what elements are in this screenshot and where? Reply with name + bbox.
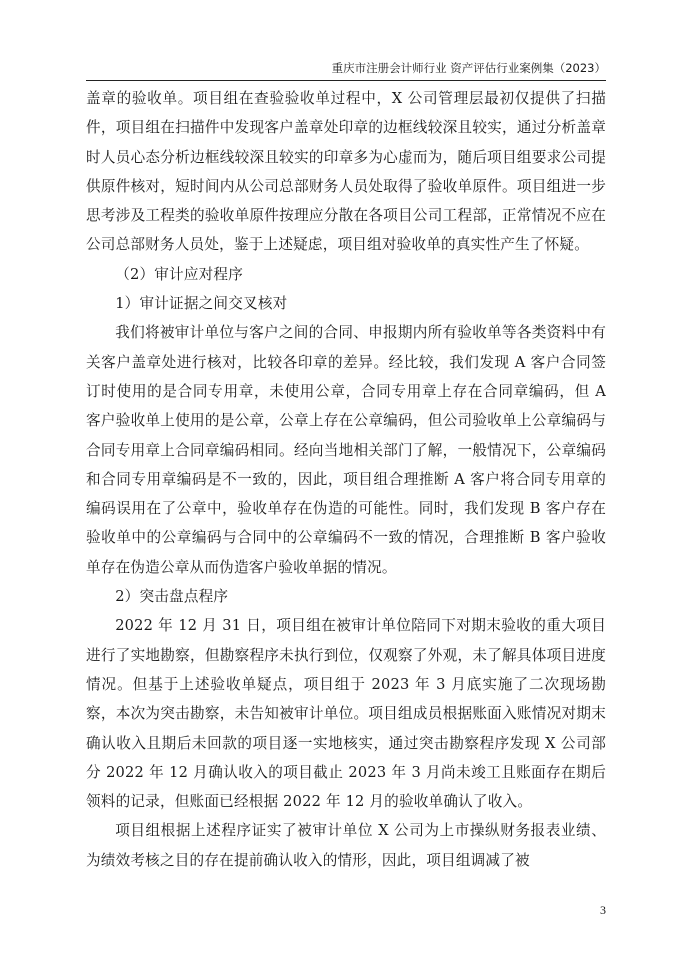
- body-text: [86, 84, 606, 875]
- paragraph: （2）审计应对程序: [115, 265, 244, 283]
- paragraph: 2022 年 12 月 31 日，项目组在被审计单位陪同下对期末验收的重大项目进行了实地勘察，但勘察程序未执行到位，仅观察了外观，未了解具体项目进度情况。但基于上述验收单疑点，项目组于 2023 年 3 月底实施了二次现场勘察，本次为突击勘察，未告知被审计单位。项目组成员根据账面入账情况对期末确认收入且期后未回款的项目逐一实地核实，通过突击勘察程序发现 X 公司部分 2022 年 12 月确认收入的项目截止 2023 年 3 月尚未竣工且账面存在期后领料的记录，但账面已经根据 2022 年 12 月的验收单确认了收入。: [86, 617, 606, 811]
- paragraph: 1）审计证据之间交叉核对: [115, 295, 288, 313]
- paragraph: 我们将被审计单位与客户之间的合同、申报期内所有验收单等各类资料中有关客户盖章处进行核对，比较各印章的差异。经比较，我们发现 A 客户合同签订时使用的是合同专用章，未使用公章，合同专用章上存在合同章编码，但 A 客户验收单上使用的是公章，公章上存在公章编码，但公司验收单上公章编码与合同专用章上合同章编码相同。经向当地相关部门了解，一般情况下，公章编码和合同专用章编码是不一致的，因此，项目组合理推断 A 客户将合同专用章的编码误用在了公章中，验收单存在伪造的可能性。同时，我们发现 B 客户存在验收单中的公章编码与合同中的公章编码不一致的情况，合理推断 B 客户验收单存在伪造公章从而伪造客户验收单据的情况。: [86, 324, 606, 576]
- paragraph: 盖章的验收单。项目组在查验验收单过程中，X 公司管理层最初仅提供了扫描件，项目组在扫描件中发现客户盖章处印章的边框线较深且较实，通过分析盖章时人员心态分析边框线较深且较实的印章多为心虚而为，随后项目组要求公司提供原件核对，短时间内从公司总部财务人员处取得了验收单原件。项目组进一步思考涉及工程类的验收单原件按理应分散在各项目公司工程部，正常情况不应在公司总部财务人员处，鉴于上述疑虑，项目组对验收单的真实性产生了怀疑。: [86, 90, 606, 254]
- page-number: 3: [600, 903, 606, 917]
- paragraph: 项目组根据上述程序证实了被审计单位 X 公司为上市操纵财务报表业绩、为绩效考核之目的存在提前确认收入的情形，因此，项目组调减了被: [86, 822, 606, 869]
- paragraph: 2）突击盘点程序: [115, 588, 229, 606]
- running-header: 重庆市注册会计师行业 资产评估行业案例集（2023）: [331, 61, 606, 75]
- header-rule: [86, 80, 606, 81]
